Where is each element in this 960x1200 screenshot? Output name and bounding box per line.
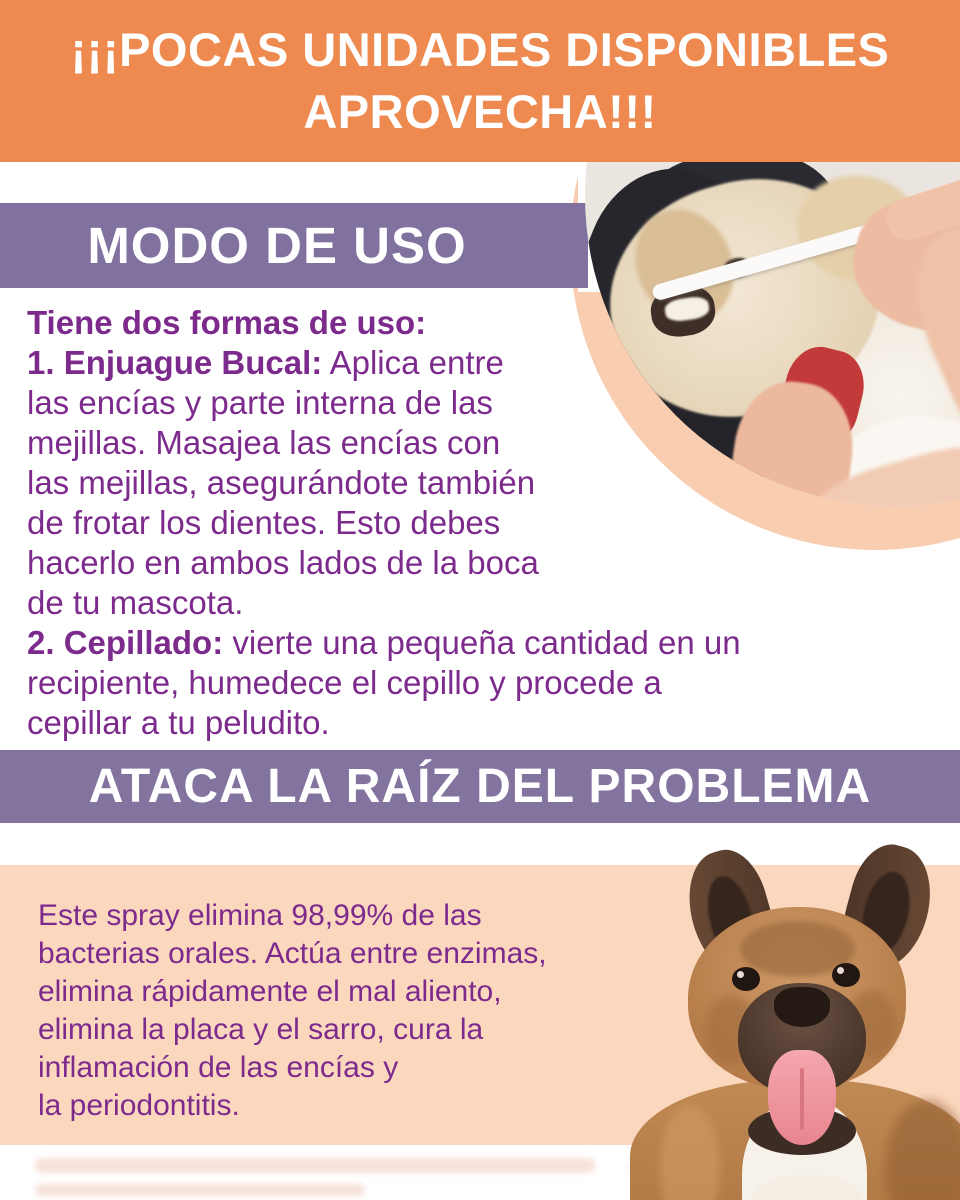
faint-cropped-text <box>35 1158 595 1173</box>
claims-line: Este spray elimina 98,99% de las <box>38 899 482 932</box>
scarcity-banner-line2: APROVECHA!!! <box>303 85 657 138</box>
tongue-crease <box>800 1068 804 1130</box>
claims-text <box>38 897 678 1125</box>
usage-line: 1. Enjuague Bucal: Aplica entre <box>27 344 504 381</box>
bulldog-nose <box>774 987 830 1027</box>
claims-line: la periodontitis. <box>38 1089 240 1122</box>
faint-cropped-text <box>35 1184 365 1196</box>
french-bulldog-photo <box>650 845 960 1200</box>
scarcity-banner-line1: ¡¡¡POCAS UNIDADES DISPONIBLES <box>70 23 890 76</box>
usage-line: las encías y parte interna de las <box>27 384 493 421</box>
usage-line: hacerlo en ambos lados de la boca <box>27 544 539 581</box>
usage-line: mejillas. Masajea las encías con <box>27 424 501 461</box>
usage-line: las mejillas, asegurándote también <box>27 464 536 501</box>
usage-line: 2. Cepillado: vierte una pequeña cantidad en un <box>27 624 741 661</box>
claims-line: bacterias orales. Actúa entre enzimas, <box>38 937 547 970</box>
bulldog-tongue <box>768 1050 836 1145</box>
usage-line: recipiente, humedece el cepillo y procede a <box>27 664 662 701</box>
eye-glint <box>737 971 744 978</box>
claims-line: elimina la placa y el sarro, cura la <box>38 1013 484 1046</box>
usage-section-banner <box>0 203 588 288</box>
root-problem-title: ATACA LA RAÍZ DEL PROBLEMA <box>88 760 872 813</box>
usage-line: de tu mascota. <box>27 584 244 621</box>
claims-line: inflamación de las encías y <box>38 1051 399 1084</box>
root-problem-banner <box>0 750 960 823</box>
bulldog-eye <box>732 967 760 991</box>
usage-line: Tiene dos formas de uso: <box>27 304 427 341</box>
eye-glint <box>837 967 844 974</box>
bulldog-eye <box>832 963 860 987</box>
usage-line: cepillar a tu peludito. <box>27 704 330 741</box>
scarcity-banner <box>0 0 960 162</box>
claims-line: elimina rápidamente el mal aliento, <box>38 975 502 1008</box>
usage-section-title: MODO DE USO <box>87 217 467 274</box>
usage-line: de frotar los dientes. Esto debes <box>27 504 501 541</box>
